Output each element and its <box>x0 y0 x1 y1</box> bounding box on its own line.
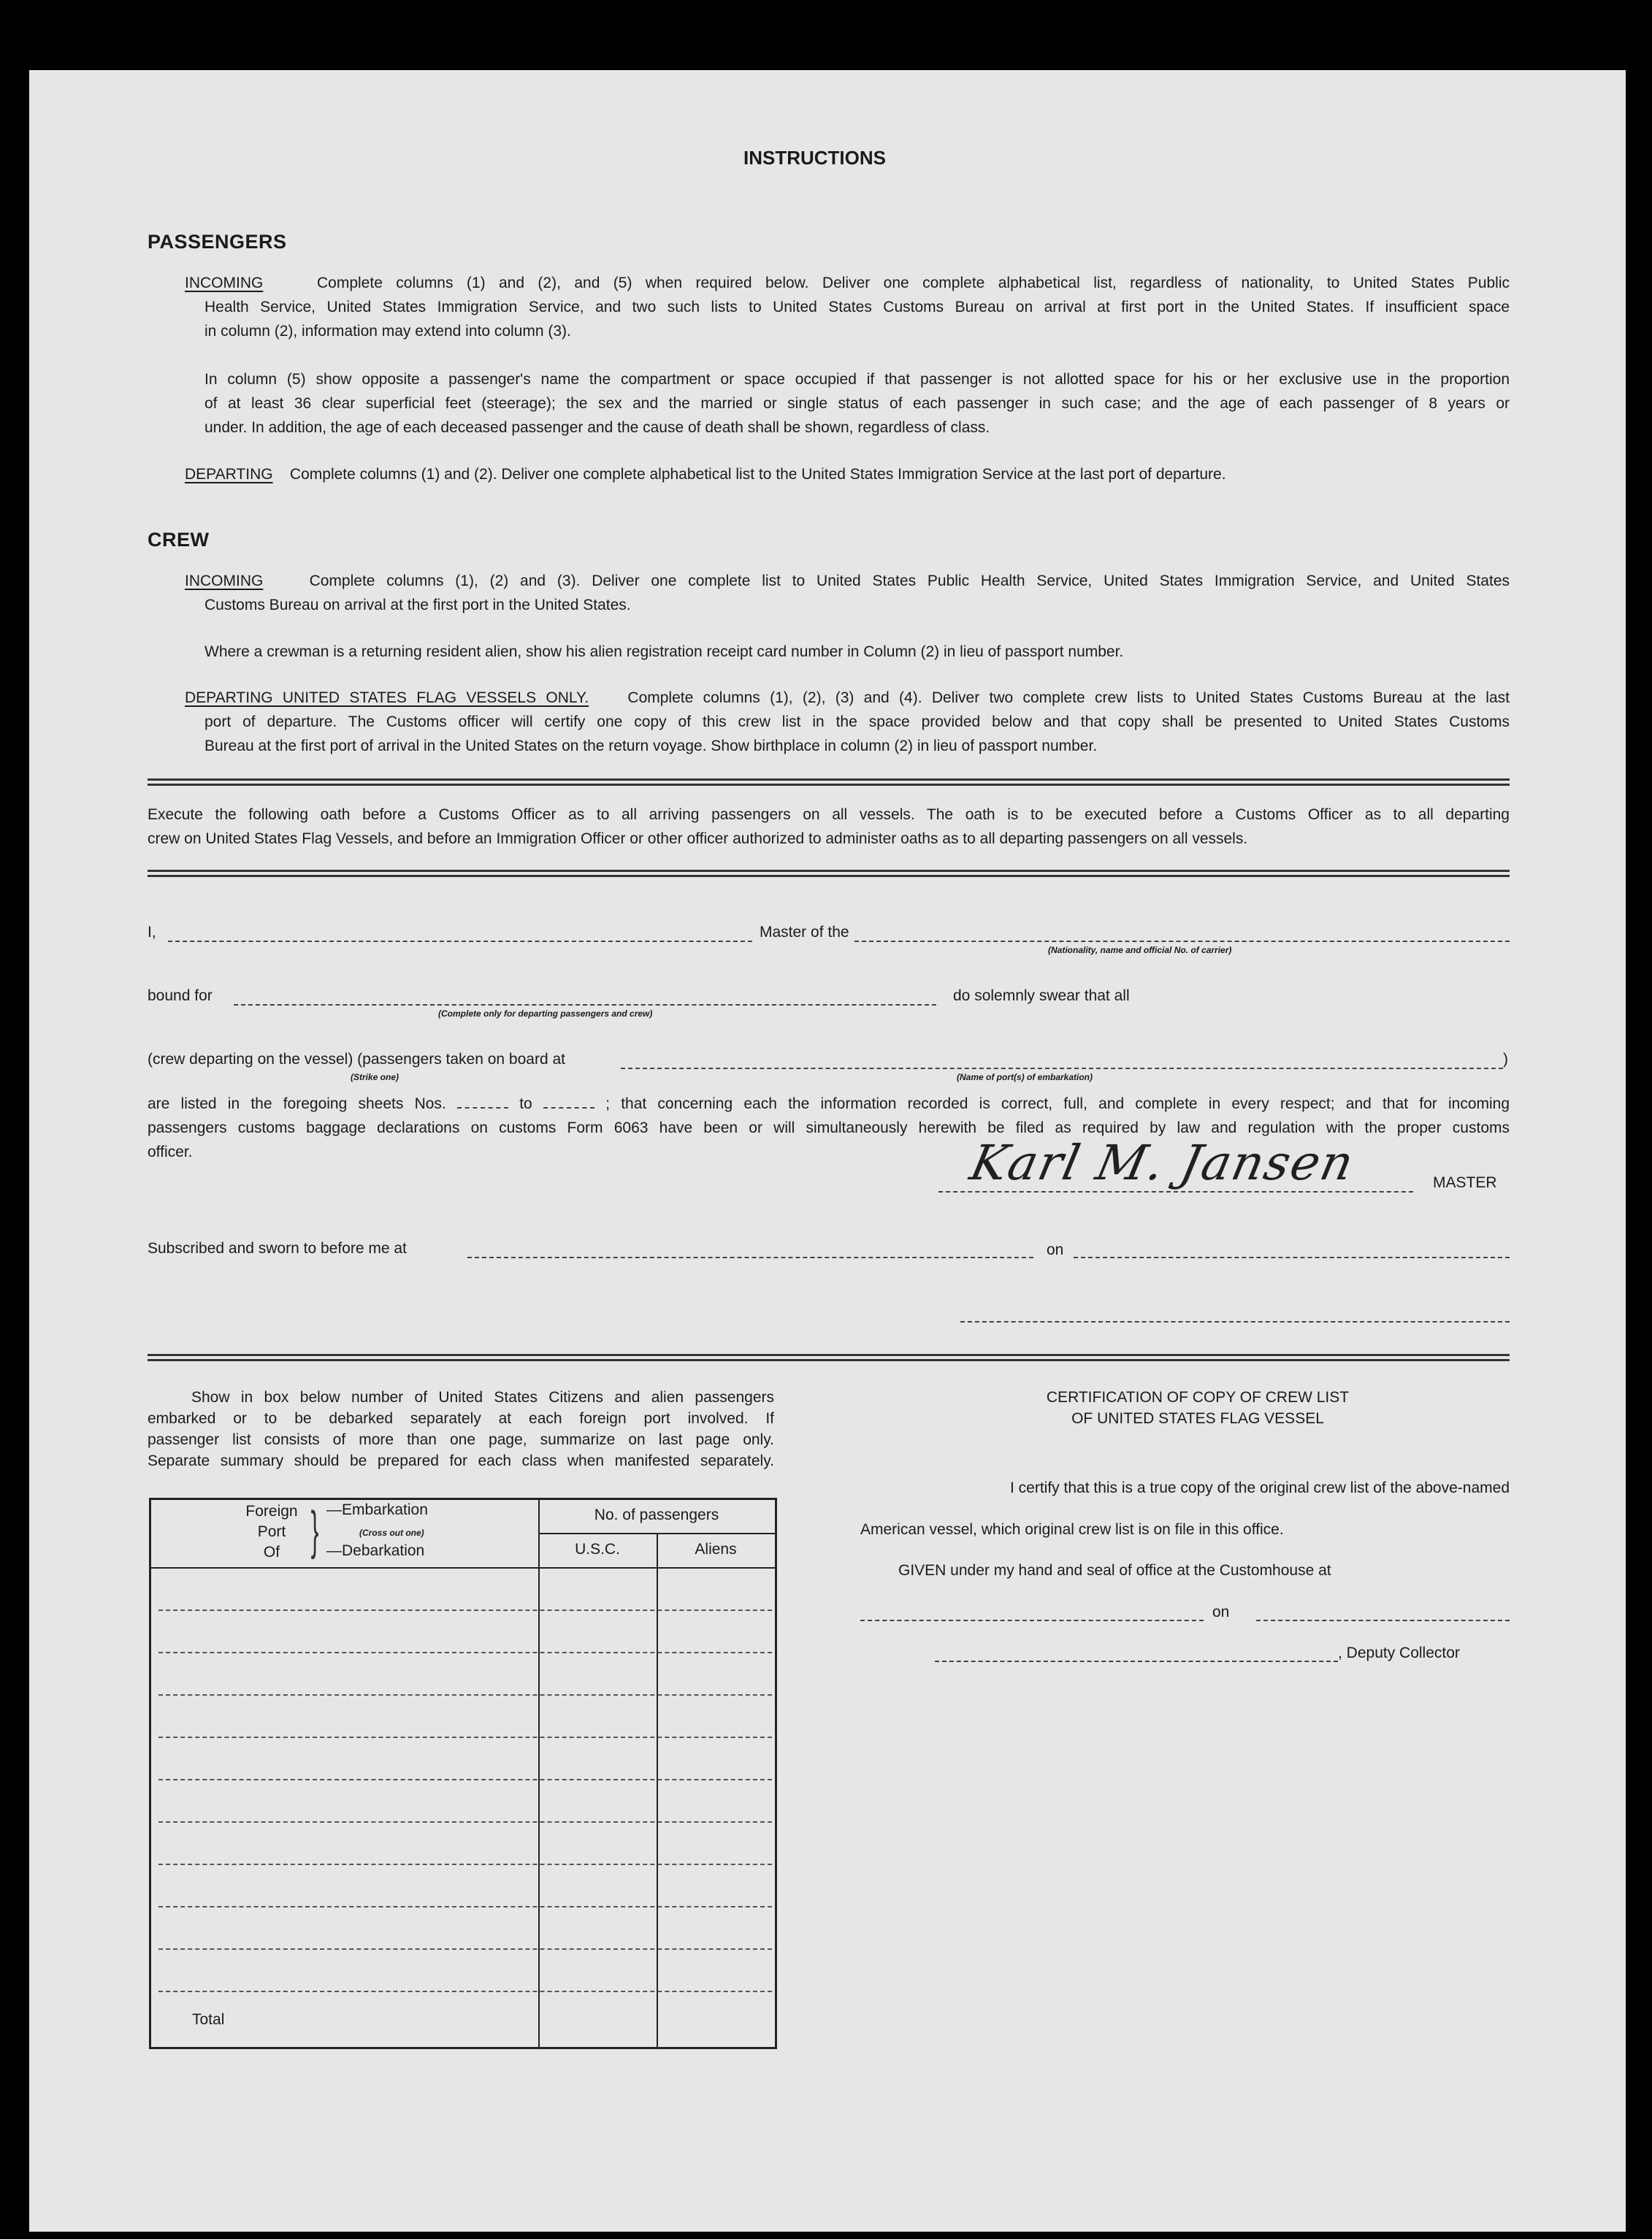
aliens-header: Aliens <box>695 1541 737 1558</box>
deputy-collector-label: , Deputy Collector <box>1338 1645 1460 1661</box>
subscribed-label: Subscribed and sworn to before me at <box>148 1240 407 1257</box>
sworn-place-field[interactable] <box>467 1257 1033 1258</box>
page-title: INSTRUCTIONS <box>743 147 886 169</box>
swear-text-label: do solemnly swear that all <box>953 987 1130 1004</box>
table-row[interactable] <box>158 1779 772 1780</box>
foreign-label: Foreign <box>245 1503 298 1520</box>
ports-field[interactable] <box>621 1068 1503 1069</box>
swear-text <box>924 987 1130 1005</box>
listed-rest: ; that concerning each the information recorded is correct, full, and complete in every respect; and that for incoming <box>605 1095 1510 1112</box>
cert-on-label <box>1198 1604 1229 1621</box>
sworn-date-field[interactable] <box>1074 1257 1510 1258</box>
cert-date-field[interactable] <box>1256 1620 1510 1621</box>
col5-line3: under. In addition, the age of each deceased passenger and the cause of death shall be shown, regardless of class. <box>204 419 990 436</box>
table-row[interactable] <box>158 1694 772 1696</box>
table-row[interactable] <box>158 1652 772 1653</box>
crew-incoming-line1: Complete columns (1), (2) and (3). Deliver one complete list to United States Public Health Service, United States Immigration Service, and United States <box>309 573 1510 589</box>
col5-line2: of at least 36 clear superficial feet (steerage); the sex and the married or single status of each passenger in such case; and the age of each passenger of 8 years or <box>204 395 1510 412</box>
passenger-summary-table <box>149 1498 777 2049</box>
summary-line2: embarked or to be debarked separately at each foreign port involved. If <box>148 1410 774 1427</box>
ports-caption: (Name of port(s) of embarkation) <box>957 1072 1093 1082</box>
bound-for-caption: (Complete only for departing passengers and crew) <box>438 1008 653 1019</box>
deputy-collector-field[interactable] <box>935 1661 1338 1662</box>
sheet-from-field[interactable] <box>457 1107 508 1109</box>
certification-title <box>884 1387 1512 1429</box>
divider <box>148 778 1510 786</box>
no-of-passengers-header: No. of passengers <box>594 1507 719 1523</box>
cert-given: GIVEN under my hand and seal of office at the Customhouse at <box>898 1562 1331 1579</box>
summary-line4: Separate summary should be prepared for each class when manifested separately. <box>148 1453 774 1469</box>
crew-departing-label: DEPARTING UNITED STATES FLAG VESSELS ONLY. <box>185 689 589 706</box>
crew-departing-line1: Complete columns (1), (2), (3) and (4). Deliver two complete crew lists to United States Customs Bureau at the last <box>627 689 1510 706</box>
passengers-incoming <box>185 271 1510 295</box>
bound-for-label: bound for <box>148 987 213 1004</box>
debarkation-label: —Debarkation <box>326 1542 425 1559</box>
nationality-caption: (Nationality, name and official No. of carrier) <box>1048 945 1232 955</box>
crew-incoming-label: INCOMING <box>185 573 264 589</box>
crew-incoming-line2: Customs Bureau on arrival at the first port in the United States. <box>204 597 631 613</box>
table-row[interactable] <box>158 1948 772 1950</box>
usc-header: U.S.C. <box>575 1541 620 1558</box>
foreign-port-of <box>239 1501 305 1563</box>
oath-note-line2: crew on United States Flag Vessels, and before an Immigration Officer or other officer authorized to administer oaths as to all departing passengers on all vessels. <box>148 830 1248 847</box>
summary-line1: Show in box below number of United States Citizens and alien passengers <box>191 1389 774 1406</box>
customhouse-field[interactable] <box>860 1620 1204 1621</box>
table-row[interactable] <box>158 1906 772 1907</box>
table-row[interactable] <box>158 1610 772 1611</box>
passengers-incoming-label: INCOMING <box>185 275 264 291</box>
port-label: Port <box>257 1523 286 1540</box>
crew-departing-cont <box>204 710 1510 758</box>
oath-note-line1: Execute the following oath before a Customs Officer as to all arriving passengers on all vessels. The oath is to be executed before a Customs Officer as to all departing <box>148 806 1510 823</box>
passengers-incoming-line2: Health Service, United States Immigration Service, and two such lists to United States Customs Bureau on arrival at first port in the United States. If insufficient space <box>204 299 1510 315</box>
master-of-the-label: Master of the <box>760 924 849 941</box>
total-label: Total <box>192 2011 225 2028</box>
passengers-incoming-cont <box>204 295 1510 343</box>
oath-note <box>148 803 1510 851</box>
oath-line2: passengers customs baggage declarations on customs Form 6063 have been or will simultaneously herewith be filed as required by law and regulation with the proper customs <box>148 1120 1510 1136</box>
passengers-departing-text: Complete columns (1) and (2). Deliver one complete alphabetical list to the United States Immigration Service at the last port of departure. <box>289 466 1226 483</box>
crew-departing-line3: Bureau at the first port of arrival in the United States on the return voyage. Show birthplace in column (2) in lieu of passport number. <box>204 738 1098 754</box>
sheet-to-field[interactable] <box>543 1107 594 1109</box>
crew-incoming <box>185 569 1510 593</box>
listed-to: to <box>519 1095 532 1112</box>
embarkation-label: —Embarkation <box>326 1501 428 1518</box>
header-bottom <box>151 1567 775 1569</box>
crew-departing-line2: port of departure. The Customs officer will certify one copy of this crew list in the space provided below and that copy shall be presented to United States Customs <box>204 713 1510 730</box>
officer-signature-field[interactable] <box>960 1321 1510 1323</box>
certification-title-line2: OF UNITED STATES FLAG VESSEL <box>1071 1410 1324 1427</box>
crew-heading: CREW <box>148 529 210 551</box>
divider <box>148 870 1510 877</box>
cross-out-caption: (Cross out one) <box>359 1528 424 1538</box>
cert-line2: American vessel, which original crew list is on file in this office. <box>860 1521 1284 1538</box>
close-paren: ) <box>1503 1051 1508 1068</box>
sworn-on-label <box>1025 1241 1063 1259</box>
summary-line3: passenger list consists of more than one page, summarize on last page only. <box>148 1431 774 1448</box>
passengers-heading: PASSENGERS <box>148 231 287 253</box>
divider <box>148 1354 1510 1361</box>
col-divider <box>538 1500 540 2047</box>
header-divider <box>538 1533 775 1534</box>
master-signature: Karl M. Jansen <box>965 1135 1360 1191</box>
crew-resident-alien: Where a crewman is a returning resident alien, show his alien registration receipt card number in Column (2) in lieu of passport number. <box>204 643 1124 660</box>
form-page <box>29 70 1626 2232</box>
oath-i-label: I, <box>148 924 156 941</box>
passengers-column5 <box>204 367 1510 440</box>
table-row[interactable] <box>158 1737 772 1738</box>
table-row[interactable] <box>158 1864 772 1865</box>
col5-line1: In column (5) show opposite a passenger's name the compartment or space occupied if that passenger is not allotted space for his or her exclusive use in the proportion <box>204 371 1510 388</box>
table-row[interactable] <box>158 1821 772 1823</box>
vessel-field[interactable] <box>854 941 1510 942</box>
crew-departing <box>185 686 1510 710</box>
cert-on-text: on <box>1212 1604 1230 1620</box>
passengers-departing-label: DEPARTING <box>185 466 273 483</box>
listed-start: are listed in the foregoing sheets Nos. <box>148 1095 446 1112</box>
master-label: MASTER <box>1433 1174 1497 1191</box>
summary-instructions <box>148 1387 774 1471</box>
crew-departing-strike: (crew departing on the vessel) (passengers taken on board at <box>148 1051 565 1068</box>
certification-title-line1: CERTIFICATION OF COPY OF CREW LIST <box>1046 1389 1350 1406</box>
passengers-incoming-line3: in column (2), information may extend into column (3). <box>204 323 571 340</box>
bound-for-field[interactable] <box>234 1004 936 1006</box>
brace-icon: } <box>310 1501 319 1560</box>
sworn-on-text: on <box>1047 1241 1064 1258</box>
cert-line1: I certify that this is a true copy of the original crew list of the above-named <box>1010 1480 1510 1496</box>
strike-one-caption: (Strike one) <box>351 1072 399 1082</box>
passengers-incoming-line1: Complete columns (1) and (2), and (5) when required below. Deliver one complete alphabetical list, regardless of nationality, to United States Public <box>317 275 1510 291</box>
passengers-departing <box>185 462 1510 486</box>
table-row[interactable] <box>158 1991 772 1992</box>
oath-line3: officer. <box>148 1144 193 1160</box>
of-label: Of <box>263 1544 280 1561</box>
master-name-field[interactable] <box>168 941 752 942</box>
signature-line[interactable] <box>938 1191 1413 1193</box>
